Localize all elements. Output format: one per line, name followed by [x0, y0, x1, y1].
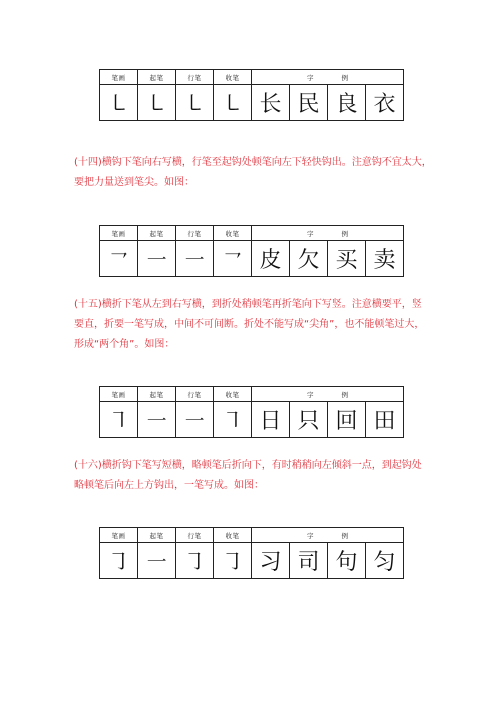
- paragraph-line: 要直，折要一笔写成，中间不可间断。折处不能写成“尖角”，也不能顿笔过大，: [74, 319, 425, 330]
- stroke-table-4: [99, 527, 404, 579]
- example-cell: 民: [290, 85, 328, 121]
- example-cell: 皮: [252, 241, 290, 277]
- header-examples: [252, 226, 404, 241]
- header-example-char: 字: [307, 531, 314, 540]
- header-example-label: 例: [341, 229, 348, 238]
- stroke-cell: ㇆: [214, 543, 252, 579]
- header-example-label: 例: [341, 390, 348, 399]
- stroke-table-1: [99, 69, 404, 121]
- header-end: 收笔: [214, 70, 252, 85]
- stroke-table-2: [99, 225, 404, 277]
- table-content-row: [100, 402, 404, 438]
- paragraph-15: [74, 295, 434, 355]
- example-cell: 匀: [366, 543, 404, 579]
- header-example-char: 字: [307, 73, 314, 82]
- paragraph-line: (十五)横折下笔从左到右写横，到折处稍顿笔再折笔向下写竖。注意横要平，竖: [74, 299, 422, 310]
- paragraph-16: [74, 456, 434, 496]
- stroke-cell: ㇕: [214, 402, 252, 438]
- table-content-row: [100, 85, 404, 121]
- example-cell: 司: [290, 543, 328, 579]
- header-move: 行笔: [176, 387, 214, 402]
- example-cell: 卖: [366, 241, 404, 277]
- header-example-char: 字: [307, 390, 314, 399]
- example-cell: 田: [366, 402, 404, 438]
- header-start: 起笔: [138, 528, 176, 543]
- example-cell: 良: [328, 85, 366, 121]
- header-examples: [252, 70, 404, 85]
- table-content-row: [100, 543, 404, 579]
- stroke-cell: ㇐: [138, 241, 176, 277]
- example-cell: 句: [328, 543, 366, 579]
- stroke-cell: ㇄: [214, 85, 252, 121]
- table-header-row: [100, 226, 404, 241]
- example-cell: 日: [252, 402, 290, 438]
- example-cell: 回: [328, 402, 366, 438]
- example-cell: 只: [290, 402, 328, 438]
- stroke-cell: ㇕: [100, 402, 138, 438]
- header-end: 收笔: [214, 226, 252, 241]
- stroke-cell: ㇖: [214, 241, 252, 277]
- stroke-cell: ㇐: [138, 543, 176, 579]
- header-start: 起笔: [138, 387, 176, 402]
- stroke-cell: ㇄: [138, 85, 176, 121]
- stroke-cell: ㇆: [176, 543, 214, 579]
- table-content-row: [100, 241, 404, 277]
- header-move: 行笔: [176, 528, 214, 543]
- header-stroke: 笔画: [100, 528, 138, 543]
- header-stroke: 笔画: [100, 387, 138, 402]
- example-cell: 长: [252, 85, 290, 121]
- header-start: 起笔: [138, 226, 176, 241]
- header-stroke: 笔画: [100, 226, 138, 241]
- paragraph-line: (十四)横钩下笔向右写横，行笔至起钩处顿笔向左下轻快钩出。注意钩不宜太大，: [74, 157, 432, 168]
- stroke-cell: ㇄: [176, 85, 214, 121]
- header-end: 收笔: [214, 528, 252, 543]
- example-cell: 买: [328, 241, 366, 277]
- header-example-label: 例: [341, 73, 348, 82]
- table-header-row: [100, 528, 404, 543]
- stroke-table-3: [99, 386, 404, 438]
- table-header-row: [100, 387, 404, 402]
- header-end: 收笔: [214, 387, 252, 402]
- header-example-char: 字: [307, 229, 314, 238]
- table-header-row: [100, 70, 404, 85]
- header-stroke: 笔画: [100, 70, 138, 85]
- paragraph-line: 略顿笔后向左上方钩出，一笔写成。如图：: [74, 480, 264, 491]
- example-cell: 衣: [366, 85, 404, 121]
- example-cell: 欠: [290, 241, 328, 277]
- paragraph-line: (十六)横折钩下笔写短横，略顿笔后折向下，有时稍稍向左倾斜一点，到起钩处: [74, 460, 422, 471]
- stroke-cell: ㇆: [100, 543, 138, 579]
- paragraph-14: [74, 153, 434, 193]
- header-start: 起笔: [138, 70, 176, 85]
- stroke-cell: ㇖: [100, 241, 138, 277]
- header-move: 行笔: [176, 70, 214, 85]
- header-move: 行笔: [176, 226, 214, 241]
- example-cell: 习: [252, 543, 290, 579]
- stroke-cell: ㇐: [138, 402, 176, 438]
- stroke-cell: ㇐: [176, 402, 214, 438]
- paragraph-line: 要把力量送到笔尖。如图：: [74, 177, 194, 188]
- stroke-cell: ㇐: [176, 241, 214, 277]
- stroke-cell: ㇄: [100, 85, 138, 121]
- header-examples: [252, 528, 404, 543]
- paragraph-line: 形成“两个角”。如图：: [74, 339, 175, 350]
- header-examples: [252, 387, 404, 402]
- header-example-label: 例: [341, 531, 348, 540]
